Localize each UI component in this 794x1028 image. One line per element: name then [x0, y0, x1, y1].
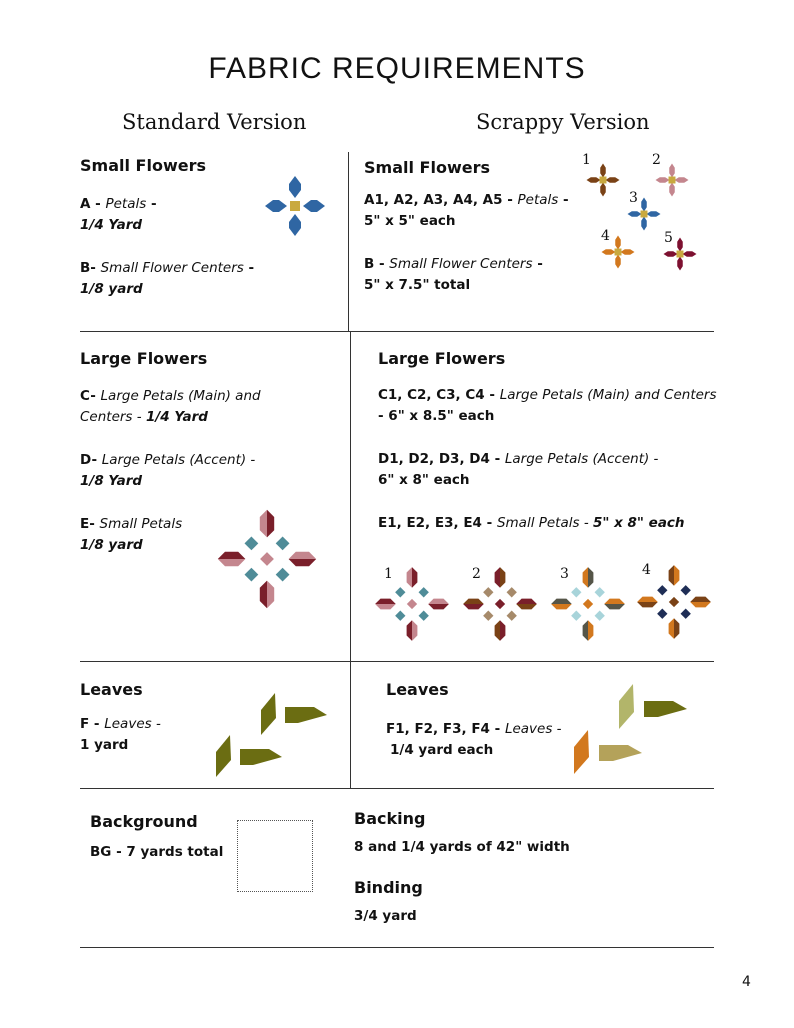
- small-petal: [276, 537, 290, 551]
- large-petal-accent: [260, 581, 267, 609]
- dash: -: [558, 192, 569, 208]
- large-petal-main: [463, 604, 484, 609]
- large-petal-main: [516, 599, 537, 604]
- large-petal-accent: [412, 567, 417, 588]
- text-petals: Petals: [105, 196, 147, 212]
- label-b: B -: [364, 256, 390, 272]
- small-flower-petal: [621, 249, 635, 255]
- small-flower-center: [669, 177, 676, 184]
- large-flower-set: [375, 565, 711, 641]
- small-petal: [595, 587, 605, 597]
- dash: -: [243, 260, 255, 276]
- scrappy-small-number-2: 2: [652, 152, 661, 168]
- backing-heading: Backing: [354, 809, 426, 828]
- amount-c: 1/4 Yard: [145, 409, 208, 425]
- backing-amount: 8 and 1/4 yards of 42" width: [354, 839, 570, 855]
- small-flower-petal: [669, 183, 675, 197]
- large-petal-main: [583, 567, 588, 588]
- label-e: E-: [80, 516, 100, 532]
- scrappy-large-flowers-heading: Large Flowers: [378, 349, 506, 368]
- large-petal-accent: [669, 618, 674, 639]
- large-petal-accent: [604, 604, 625, 609]
- small-flower-petal: [647, 211, 661, 217]
- large-petal-main: [690, 597, 711, 602]
- scrappy-version-header: Scrappy Version: [476, 110, 650, 134]
- large-petal-accent: [267, 510, 274, 538]
- large-petal-main: [375, 604, 396, 609]
- large-petal-accent: [407, 620, 412, 641]
- leaf: [599, 745, 642, 761]
- binding-heading: Binding: [354, 878, 423, 897]
- large-petal-main: [260, 510, 267, 538]
- large-petal-main: [289, 552, 317, 559]
- small-flower-center: [641, 211, 648, 218]
- large-flower-center: [669, 597, 679, 607]
- dash: -: [146, 196, 157, 212]
- small-flower-petal: [683, 251, 697, 257]
- small-flower-center: [615, 249, 622, 256]
- binding-amount: 3/4 yard: [354, 908, 417, 924]
- text-d: Large Petals (Accent) -: [101, 452, 256, 468]
- small-flower-petal: [641, 217, 647, 231]
- large-flower-diagram: [216, 508, 320, 612]
- standard-leaves-f: [80, 714, 161, 756]
- small-petal: [395, 587, 405, 597]
- large-petal-accent: [637, 597, 658, 602]
- small-flower-center: [677, 251, 684, 258]
- small-petal: [657, 609, 667, 619]
- large-petal-accent: [588, 567, 593, 588]
- text-f: Leaves -: [504, 721, 562, 737]
- small-petal: [245, 568, 259, 582]
- leaves-diagram: [214, 690, 330, 780]
- small-petal: [483, 611, 493, 621]
- amount-b: 1/8 yard: [80, 281, 143, 297]
- large-flower-main: [218, 510, 316, 608]
- leaf: [216, 735, 231, 777]
- small-petal: [507, 611, 517, 621]
- leaf: [285, 707, 327, 723]
- text-e: Small Petals: [99, 516, 183, 532]
- small-flower-petal: [606, 177, 620, 183]
- small-petal: [571, 587, 581, 597]
- standard-leaves-heading: Leaves: [80, 680, 143, 699]
- scrappy-large-number-3: 3: [560, 566, 569, 582]
- small-petal: [245, 537, 259, 551]
- text-petals: Petals: [517, 192, 559, 208]
- small-flower-petal: [628, 211, 642, 217]
- scrappy-large-petals-d: [378, 449, 658, 491]
- small-flower-petal: [602, 249, 616, 255]
- scrappy-small-number-3: 3: [629, 190, 638, 206]
- small-petal: [657, 585, 667, 595]
- scrappy-small-petals-e: [378, 513, 685, 534]
- text-centers: Small Flower Centers: [389, 256, 533, 272]
- small-flower-petal: [615, 236, 621, 250]
- small-flower-petal: [615, 255, 621, 269]
- amount-f: 1/4 yard each: [390, 742, 494, 758]
- large-petal-main: [407, 567, 412, 588]
- label-f: F -: [80, 716, 105, 732]
- amount-f: 1 yard: [80, 737, 129, 753]
- divider-leaves: [80, 788, 714, 789]
- amount-e: 5" x 8" each: [593, 515, 685, 531]
- large-petal-accent: [495, 620, 500, 641]
- standard-small-flowers-heading: Small Flowers: [80, 156, 206, 175]
- scrappy-leaves-heading: Leaves: [386, 680, 449, 699]
- large-petal-accent: [428, 604, 449, 609]
- large-petal-accent: [674, 565, 679, 586]
- large-petal-main: [674, 618, 679, 639]
- scrappy-small-number-1: 1: [582, 152, 591, 168]
- column-divider-top: [348, 152, 349, 332]
- text-e: Small Petals -: [496, 515, 593, 531]
- standard-version-header: Standard Version: [122, 110, 307, 134]
- column-divider-middle: [350, 331, 351, 788]
- amount-d: 6" x 8" each: [378, 472, 470, 488]
- standard-petals-a: [80, 194, 157, 236]
- petal-bottom: [289, 214, 301, 236]
- petal-left: [265, 200, 287, 212]
- label-d: D1, D2, D3, D4 -: [378, 451, 505, 467]
- small-petal: [395, 611, 405, 621]
- small-petal: [681, 585, 691, 595]
- amount-a: 5" x 5" each: [364, 213, 456, 229]
- page-title: FABRIC REQUIREMENTS: [208, 52, 586, 85]
- scrappy-petals-a: [364, 190, 569, 232]
- large-petal-accent: [583, 620, 588, 641]
- large-flower-center: [583, 599, 593, 609]
- large-petal-main: [551, 604, 572, 609]
- background-heading: Background: [90, 812, 198, 831]
- petal-right: [303, 200, 325, 212]
- label-f: F1, F2, F3, F4 -: [386, 721, 505, 737]
- large-petal-accent: [289, 559, 317, 566]
- leaf: [644, 701, 687, 717]
- text-centers: Small Flower Centers: [100, 260, 244, 276]
- leaf: [261, 693, 276, 735]
- scrappy-large-number-1: 1: [384, 566, 393, 582]
- background-swatch: [237, 820, 313, 892]
- text-f: Leaves -: [104, 716, 161, 732]
- large-petal-main: [588, 620, 593, 641]
- scrappy-leaves-diagram: [572, 684, 692, 776]
- label-e: E1, E2, E3, E4 -: [378, 515, 497, 531]
- leaf: [240, 749, 282, 765]
- large-petal-accent: [690, 602, 711, 607]
- amount-b: 5" x 7.5" total: [364, 277, 471, 293]
- small-petal: [419, 611, 429, 621]
- large-flower-center: [495, 599, 505, 609]
- label-a: A -: [80, 196, 106, 212]
- text-d: Large Petals (Accent) -: [504, 451, 659, 467]
- large-petal-main: [428, 599, 449, 604]
- scrappy-small-number-4: 4: [601, 228, 610, 244]
- small-flower-petal: [641, 198, 647, 212]
- flower-center: [290, 201, 300, 211]
- label-c: C-: [80, 388, 101, 404]
- small-flower-petal: [600, 164, 606, 178]
- small-flower-center: [600, 177, 607, 184]
- small-flower-symbol: [587, 164, 697, 271]
- large-petal-accent: [375, 599, 396, 604]
- scrappy-large-petals-c: [378, 385, 717, 427]
- large-petal-main: [412, 620, 417, 641]
- text-c: Large Petals (Main) and Centers: [499, 387, 717, 403]
- amount-d: 1/8 Yard: [80, 473, 143, 489]
- scrappy-small-number-5: 5: [664, 230, 673, 246]
- divider-large-flowers: [80, 661, 714, 662]
- small-flower-petal: [664, 251, 678, 257]
- small-flower-petal: [600, 183, 606, 197]
- standard-centers-b: [80, 258, 254, 300]
- large-petal-main: [637, 602, 658, 607]
- standard-small-petals-e: [80, 514, 182, 556]
- large-petal-main: [267, 581, 274, 609]
- leaf: [574, 730, 589, 774]
- standard-large-petals-d: [80, 450, 255, 492]
- scrappy-large-number-4: 4: [642, 562, 651, 578]
- small-flower-petal: [677, 257, 683, 271]
- scrappy-small-flowers-diagram: [578, 152, 708, 284]
- leaf: [619, 684, 634, 729]
- amount-a: 1/4 Yard: [80, 217, 143, 233]
- standard-large-flowers-heading: Large Flowers: [80, 349, 208, 368]
- small-flower-diagram: [263, 174, 327, 238]
- amount-e: 1/8 yard: [80, 537, 143, 553]
- small-petal: [507, 587, 517, 597]
- large-petal-main: [500, 620, 505, 641]
- large-petal-main: [218, 559, 246, 566]
- large-petal-main: [669, 565, 674, 586]
- small-flower-petal: [587, 177, 601, 183]
- label-a: A1, A2, A3, A4, A5 -: [364, 192, 518, 208]
- standard-large-petals-c: [80, 386, 261, 428]
- small-petal: [483, 587, 493, 597]
- large-petal-accent: [551, 599, 572, 604]
- small-flower-petal: [675, 177, 689, 183]
- divider-small-flowers: [80, 331, 714, 332]
- scrappy-small-flowers-heading: Small Flowers: [364, 158, 490, 177]
- scrappy-large-flowers-diagram: [372, 562, 716, 646]
- background-amount: BG - 7 yards total: [90, 844, 224, 860]
- large-petal-accent: [516, 604, 537, 609]
- text-c-line2: Centers -: [80, 409, 146, 425]
- small-petal: [595, 611, 605, 621]
- divider-bottom: [80, 947, 714, 948]
- small-petal: [419, 587, 429, 597]
- scrappy-centers-b: [364, 254, 543, 296]
- scrappy-leaves-f: [386, 719, 562, 761]
- small-flower-petal: [656, 177, 670, 183]
- scrappy-large-number-2: 2: [472, 566, 481, 582]
- small-flower-petal: [677, 238, 683, 252]
- small-petal: [571, 611, 581, 621]
- small-petal: [681, 609, 691, 619]
- large-petal-main: [495, 567, 500, 588]
- large-petal-accent: [500, 567, 505, 588]
- label-b: B-: [80, 260, 101, 276]
- amount-c: - 6" x 8.5" each: [378, 408, 495, 424]
- small-flower-petal: [669, 164, 675, 178]
- petal-top: [289, 176, 301, 198]
- small-petal: [276, 568, 290, 582]
- large-flower-center: [407, 599, 417, 609]
- text-c-line1: Large Petals (Main) and: [100, 388, 261, 404]
- large-petal-main: [604, 599, 625, 604]
- label-d: D-: [80, 452, 102, 468]
- large-flower-center: [260, 552, 274, 566]
- page-number: 4: [742, 974, 751, 990]
- large-petal-accent: [218, 552, 246, 559]
- dash: -: [532, 256, 543, 272]
- label-c: C1, C2, C3, C4 -: [378, 387, 500, 403]
- large-petal-accent: [463, 599, 484, 604]
